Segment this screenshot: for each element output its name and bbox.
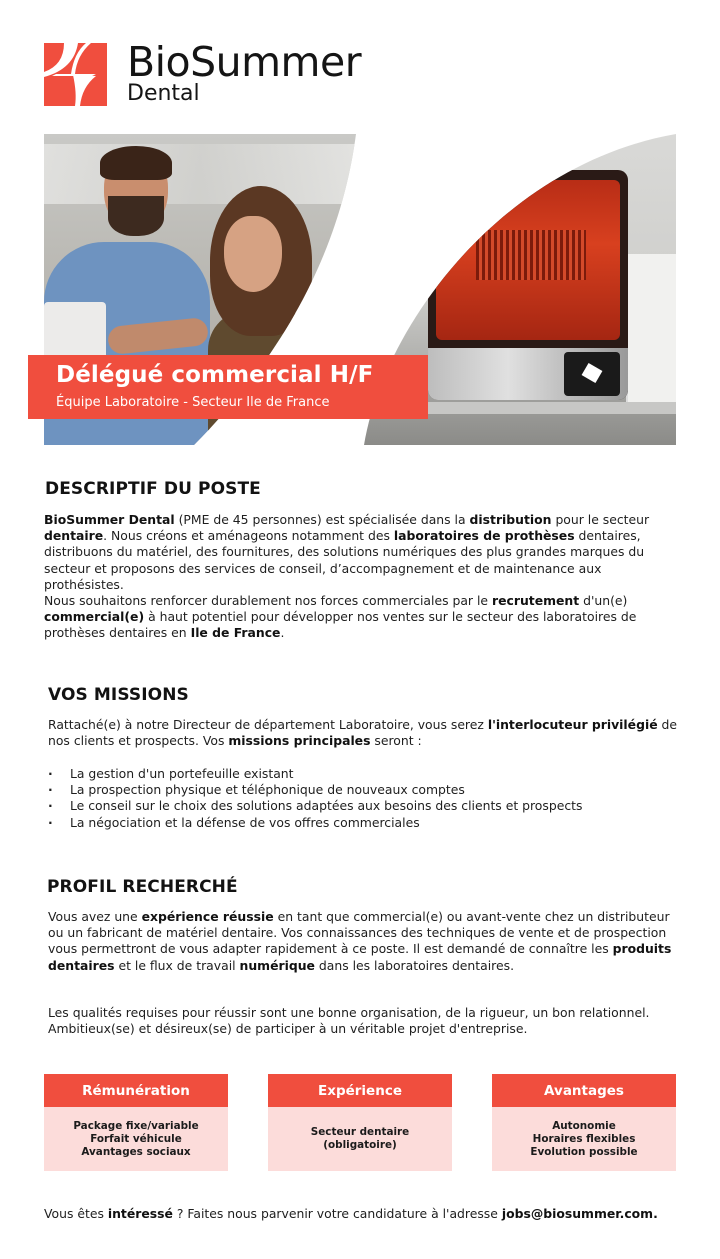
printer-icon [428,170,628,400]
biosummer-logo-icon [44,43,107,106]
list-item: · La prospection physique et téléphonique de nouveaux comptes [48,782,688,798]
card-title: Avantages [492,1074,676,1107]
job-subtitle: Équipe Laboratoire - Secteur Ile de France [56,395,330,410]
profil-paragraph-1: Vous avez une expérience réussie en tant que commercial(e) ou avant-vente chez un distributeur ou un fabricant de matériel dentaire. Vos connaissances des techniques de vente et de prospection vous permettront de vous adapter rapidement à ce poste. Il est demandé de connaître les produits dentaires et le flux de travail numérique dans les laboratoires dentaires. [48,909,672,973]
card-line: Package fixe/variable [73,1119,199,1132]
card-line: Horaires flexibles [532,1132,636,1145]
brand-name: BioSummer [127,38,362,86]
card-line: Secteur dentaire [310,1126,410,1138]
card-line: (obligatoire) [323,1139,397,1151]
list-item: · La négociation et la défense de vos offres commerciales [48,815,688,831]
application-footer: Vous êtes intéressé ? Faites nous parvenir votre candidature à l'adresse jobs@biosummer.com. [44,1206,658,1221]
missions-list [48,766,688,831]
brand-sub: Dental [127,81,200,106]
section-title-missions: VOS MISSIONS [48,685,189,705]
profil-paragraph-2: Les qualités requises pour réussir sont une bonne organisation, de la rigueur, un bon relationnel. Ambitieux(se) et désireux(se) de participer à un véritable projet d'entreprise. [48,1005,650,1037]
section-title-descriptif: DESCRIPTIF DU POSTE [45,479,261,499]
descriptif-paragraph: BioSummer Dental (PME de 45 personnes) est spécialisée dans la distribution pour le secteur dentaire. Nous créons et aménageons notamment des laboratoires de prothèses dentaires, distribuons du matériel, des fournitures, des solutions numériques des plus grandes marques du secteur et proposons des services de conseil, d’accompagnement et de maintenance aux prothésistes. Nous souhaitons renforcer durablement nos forces commerciales par le recrutement d'un(e) commercial(e) à haut potentiel pour développer nos ventes sur le secteur des laboratoires de prothèses dentaires en Ile de France. [44,512,650,641]
brand-logo [44,38,362,107]
section-title-profil: PROFIL RECHERCHÉ [47,877,238,897]
missions-intro: Rattaché(e) à notre Directeur de département Laboratoire, vous serez l'interlocuteur privilégié de nos clients et prospects. Vos missions principales seront : [48,717,678,749]
card-line: Forfait véhicule [90,1132,182,1145]
card-remuneration [44,1074,228,1171]
card-line: Autonomie [552,1119,616,1132]
card-avantages [492,1074,676,1171]
card-title: Expérience [268,1074,452,1107]
card-line: Evolution possible [530,1145,638,1158]
card-title: Rémunération [44,1074,228,1107]
list-item: · La gestion d'un portefeuille existant [48,766,688,782]
list-item: · Le conseil sur le choix des solutions adaptées aux besoins des clients et prospects [48,798,688,814]
laptop-icon [44,302,106,362]
job-title: Délégué commercial H/F [56,362,374,388]
contact-email-link[interactable]: jobs@biosummer.com. [501,1206,658,1221]
job-title-banner [28,355,428,419]
card-experience [268,1074,452,1171]
card-line: Avantages sociaux [81,1145,191,1158]
